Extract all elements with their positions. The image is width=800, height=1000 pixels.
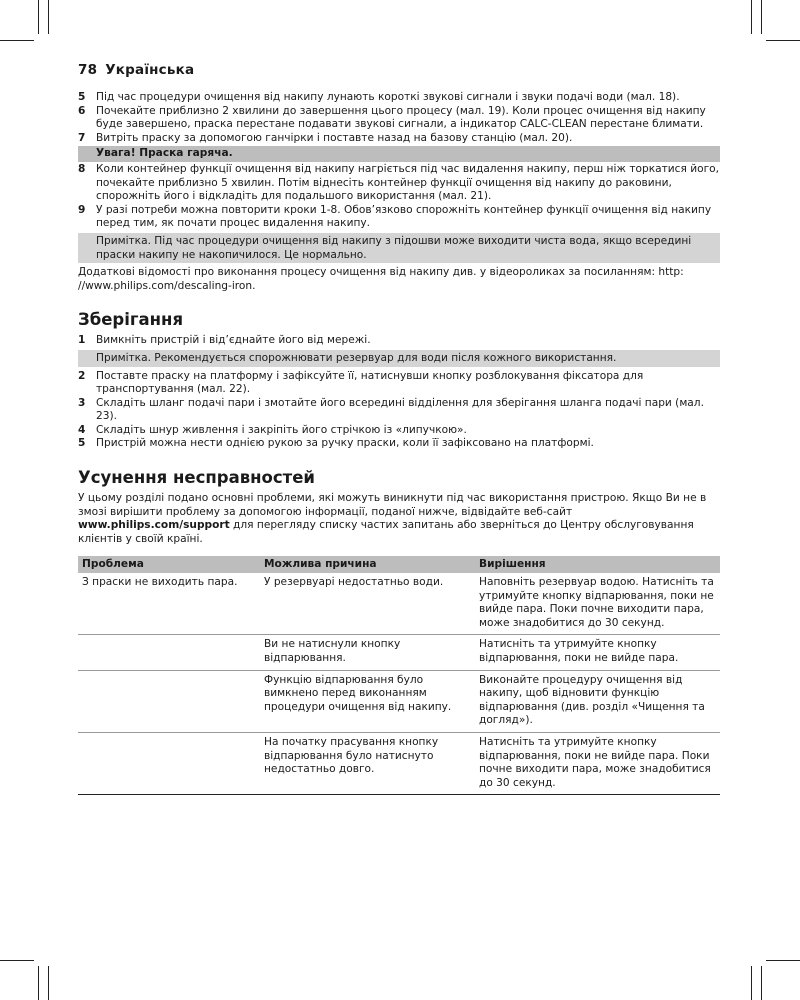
step-item <box>78 105 720 132</box>
step-text: Вимкніть пристрій і від’єднайте його від мережі. <box>96 334 371 347</box>
step-number: 8 <box>78 162 86 175</box>
crop-mark <box>38 0 39 34</box>
crop-mark <box>48 0 49 34</box>
step-text: У разі потреби можна повторити кроки 1-8. Обов’язково спорожніть контейнер функції очищення від накипу перед тим, як почати процес видалення накипу. <box>96 203 712 230</box>
step-number: 4 <box>78 423 86 436</box>
solution-cell: Наповніть резервуар водою. Натисніть та утримуйте кнопку відпарювання, поки не вийде пара. Поки почне виходити пара, може знадобитися до 30 секунд. <box>475 573 720 635</box>
table-header-row <box>78 556 720 573</box>
solution-cell: Виконайте процедуру очищення від накипу, щоб відновити функцію відпарювання (див. розділ «Чищення та догляд»). <box>475 670 720 732</box>
storage-heading: Зберігання <box>78 310 184 330</box>
additional-info: Додаткові відомості про виконання процесу очищення від накипу див. у відеороликах за посиланням: http: //www.philips.com/descaling-iron. <box>78 266 684 292</box>
warning-box: Увага! Праска гаряча. <box>78 146 720 162</box>
step-number: 3 <box>78 396 86 409</box>
cause-cell: Функцію відпарювання було вимкнено перед виконанням процедури очищення від накипу. <box>260 670 475 732</box>
problem-cell: З праски не виходить пара. <box>78 573 260 635</box>
crop-mark <box>0 40 34 41</box>
step-number: 5 <box>78 437 86 450</box>
table-row <box>78 635 720 670</box>
support-link[interactable]: www.philips.com/support <box>78 519 230 532</box>
step-item <box>78 334 720 348</box>
crop-mark <box>766 960 800 961</box>
column-header: Вирішення <box>475 556 720 573</box>
intro-text: У цьому розділі подано основні проблеми, які можуть виникнути під час використання пристрою. Якщо Ви не в змозі вирішити проблему за допомогою інформації, поданої нижче, відвідайте веб-сайт <box>78 492 707 518</box>
step-item <box>78 91 720 105</box>
step-item <box>78 132 720 146</box>
step-number: 6 <box>78 104 86 117</box>
crop-mark <box>751 0 752 34</box>
note-box: Примітка. Рекомендується спорожнювати резервуар для води після кожного використання. <box>78 350 720 367</box>
problem-cell <box>78 635 260 670</box>
table-row <box>78 670 720 732</box>
solution-cell: Натисніть та утримуйте кнопку відпарювання, поки не вийде пара. Поки почне виходити пара, може знадобитися до 30 секунд. <box>475 732 720 794</box>
intro-text: для перегляду списку частих запитань або зверніться до Центру обслуговування клієнтів у своїй країні. <box>78 519 694 545</box>
column-header: Можлива причина <box>260 556 475 573</box>
crop-mark <box>751 966 752 1000</box>
step-text: Почекайте приблизно 2 хвилини до завершення цього процесу (мал. 19). Коли процес очищення від накипу буде завершено, праска перестане подавати звукові сигнали, а індикатор CALC-CLEAN перестане блимати. <box>96 104 706 131</box>
solution-cell: Натисніть та утримуйте кнопку відпарювання, поки не вийде пара. <box>475 635 720 670</box>
problem-cell <box>78 670 260 732</box>
table-row <box>78 573 720 635</box>
crop-mark <box>38 966 39 1000</box>
step-text: Коли контейнер функції очищення від накипу нагріється під час видалення накипу, перш ніж торкатися його, почекайте приблизно 5 хвилин. Потім віднесіть контейнер функції очищення від накипу до раковини, спорожніть його і відкладіть для подальшого використання (мал. 21). <box>96 162 720 203</box>
language-label: Українська <box>105 62 195 78</box>
step-number: 5 <box>78 91 86 103</box>
crop-mark <box>766 40 800 41</box>
page-number: 78 <box>78 62 98 78</box>
note-box: Примітка. Під час процедури очищення від накипу з підошви може виходити чиста вода, якщо всередині праски накипу не накопичилося. Це нормально. <box>78 233 720 263</box>
step-text: Складіть шнур живлення і закріпіть його стрічкою із «липучкою». <box>96 423 467 436</box>
crop-mark <box>48 966 49 1000</box>
step-item <box>78 397 720 424</box>
troubleshooting-heading: Усунення несправностей <box>78 468 315 488</box>
step-text: Під час процедури очищення від накипу лунають короткі звукові сигнали і звуки подачі води (мал. 18). <box>96 91 680 103</box>
step-item <box>78 370 720 397</box>
crop-mark <box>761 966 762 1000</box>
step-item <box>78 424 720 438</box>
cause-cell: У резервуарі недостатньо води. <box>260 573 475 635</box>
step-text: Поставте праску на платформу і зафіксуйте її, натиснувши кнопку розблокування фіксатора для транспортування (мал. 22). <box>96 369 644 396</box>
step-item <box>78 204 720 231</box>
column-header: Проблема <box>78 556 260 573</box>
step-number: 2 <box>78 369 86 382</box>
cause-cell: Ви не натиснули кнопку відпарювання. <box>260 635 475 670</box>
cause-cell: На початку прасування кнопку відпарювання було натиснуто недостатньо довго. <box>260 732 475 794</box>
step-text: Пристрій можна нести однією рукою за ручку праски, коли її зафіксовано на платформі. <box>96 437 594 450</box>
step-text: Витріть праску за допомогою ганчірки і поставте назад на базову станцію (мал. 20). <box>96 131 573 144</box>
troubleshooting-intro <box>78 492 720 546</box>
crop-mark <box>0 960 34 961</box>
page-content <box>78 91 720 795</box>
step-item <box>78 163 720 204</box>
table-row <box>78 732 720 794</box>
step-number: 1 <box>78 334 86 347</box>
step-item <box>78 437 720 451</box>
problem-cell <box>78 732 260 794</box>
page-header <box>78 62 194 78</box>
step-number: 7 <box>78 131 86 144</box>
troubleshooting-table <box>78 556 720 795</box>
crop-mark <box>761 0 762 34</box>
step-number: 9 <box>78 203 86 216</box>
step-text: Складіть шланг подачі пари і змотайте його всередині відділення для зберігання шланга подачі пари (мал. 23). <box>96 396 704 423</box>
